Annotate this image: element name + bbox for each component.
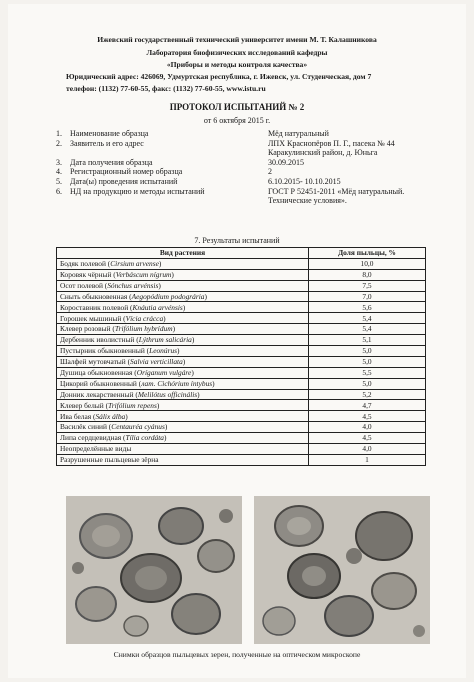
info-row <box>56 196 456 206</box>
plant-name: Пустырник обыкновенный <box>60 346 145 356</box>
plant-cell <box>57 444 309 455</box>
column-header-plant: Вид растения <box>57 248 309 259</box>
info-value: ГОСТ Р 52451-2011 «Мёд натуральный. <box>268 186 405 196</box>
pollen-share: 4,0 <box>309 444 426 455</box>
pollen-share: 7,0 <box>309 291 426 302</box>
table-body <box>57 258 426 465</box>
plant-name: Коровяк чёрный <box>60 269 112 279</box>
pollen-share: 7,5 <box>309 280 426 291</box>
table-row <box>57 302 426 313</box>
plant-name: Душица обыкновенная <box>60 367 133 377</box>
plant-latin-name: Tília cordáta <box>125 433 164 443</box>
plant-name: Сныть обыкновенная <box>60 291 128 301</box>
pollen-share: 8,0 <box>309 269 426 280</box>
plant-name: Горошек мышиный <box>60 313 122 323</box>
info-number: 2. <box>56 138 62 148</box>
table-row <box>57 335 426 346</box>
info-number: 6. <box>56 186 62 196</box>
info-value: 2 <box>268 167 272 177</box>
info-label: Дата(ы) проведения испытаний <box>70 176 178 186</box>
micrograph-caption: Снимки образцов пыльцевых зерен, полученные на оптическом микроскопе <box>113 650 361 659</box>
pollen-share: 4,7 <box>309 400 426 411</box>
plant-name: Ива белая <box>60 411 92 421</box>
pollen-share: 5,2 <box>309 389 426 400</box>
table-row <box>57 433 426 444</box>
info-value: ЛПХ Краснопёров П. Г., пасека № 44 <box>268 138 395 148</box>
table-row <box>57 389 426 400</box>
plant-latin-name: Trifólium hybrídum <box>114 324 173 334</box>
table-row <box>57 269 426 280</box>
pollen-share: 5,0 <box>309 378 426 389</box>
header-address: Юридический адрес: 426069, Удмуртская республика, г. Ижевск, ул. Студенческая, дом 7 <box>66 72 372 81</box>
pollen-share: 5,4 <box>309 324 426 335</box>
table-row <box>57 258 426 269</box>
table-row <box>57 454 426 465</box>
info-row <box>56 148 456 158</box>
header-university: Ижевский государственный технический университет имени М. Т. Калашникова <box>97 35 377 44</box>
table-row <box>57 346 426 357</box>
pollen-share: 10,0 <box>309 258 426 269</box>
plant-name: Неопределённые виды <box>60 444 132 454</box>
plant-latin-name: Knáutia arvénsis <box>132 302 183 312</box>
pollen-micrograph-image-right <box>254 496 430 644</box>
plant-cell: Пустырник обыкновенный (Leonúrus) <box>57 346 309 357</box>
plant-cell <box>57 454 309 465</box>
table-row <box>57 400 426 411</box>
info-row <box>56 187 456 197</box>
table-row <box>57 291 426 302</box>
pollen-share: 4,0 <box>309 422 426 433</box>
protocol-title: ПРОТОКОЛ ИСПЫТАНИЙ № 2 <box>169 102 305 112</box>
pollen-share: 4,5 <box>309 411 426 422</box>
plant-name: Разрушенные пыльцевые зёрна <box>60 455 159 465</box>
plant-cell: Горошек мышиный (Vícia crácca) <box>57 313 309 324</box>
plant-name: Осот полевой <box>60 280 103 290</box>
plant-cell: Душица обыкновенная (Oríganum vulgáre) <box>57 367 309 378</box>
info-row <box>56 139 456 149</box>
micrograph-left <box>66 496 242 644</box>
info-label: Наименование образца <box>70 129 149 138</box>
pollen-share: 5,0 <box>309 346 426 357</box>
plant-latin-name: Centauréa cyánus <box>111 422 165 432</box>
plant-latin-name: Salvia verticillata <box>130 357 183 367</box>
plant-name: Бодяк полевой <box>60 259 106 269</box>
protocol-date: от 6 октября 2015 г. <box>203 116 271 125</box>
plant-cell: Сныть обыкновенная (Aegopódium podográria) <box>57 291 309 302</box>
plant-cell: Донник лекарственный (Melilótus officinális) <box>57 389 309 400</box>
pollen-share: 5,5 <box>309 367 426 378</box>
info-value: Каракулинский район, д. Юньга <box>268 148 378 158</box>
info-value: Технические условия». <box>268 196 347 206</box>
info-number: 4. <box>56 167 62 177</box>
info-row <box>56 177 456 187</box>
plant-name: Донник лекарственный <box>60 389 134 399</box>
table-row <box>57 378 426 389</box>
table-row <box>57 280 426 291</box>
info-number: 3. <box>56 157 62 167</box>
table-row <box>57 324 426 335</box>
plant-cell: Липа сердцевидная (Tília cordáta) <box>57 433 309 444</box>
info-label: Заявитель и его адрес <box>70 138 144 148</box>
info-row <box>56 129 456 139</box>
column-header-share: Доля пыльцы, % <box>309 248 426 259</box>
info-number: 5. <box>56 176 62 186</box>
table-header-row <box>57 248 426 259</box>
info-value: 30.09.2015 <box>268 157 304 167</box>
table-row <box>57 367 426 378</box>
info-value: 6.10.2015- 10.10.2015 <box>268 176 341 186</box>
plant-latin-name: Vícia crácca <box>125 313 164 323</box>
header-laboratory: Лаборатория биофизических исследований кафедры <box>146 48 328 57</box>
pollen-share: 5,6 <box>309 302 426 313</box>
info-number: 1. <box>56 129 62 138</box>
plant-cell: Ива белая (Sálix álba) <box>57 411 309 422</box>
plant-latin-name: Leonúrus <box>149 346 178 356</box>
pollen-results-table <box>56 247 426 466</box>
plant-cell: Цикорий обыкновенный (лат. Cichórium íntybus) <box>57 378 309 389</box>
plant-cell: Бодяк полевой (Cirsium arvense) <box>57 258 309 269</box>
plant-latin-name: Verbáscum nígrum <box>115 269 172 279</box>
plant-name: Цикорий обыкновенный <box>60 378 137 388</box>
plant-cell: Осот полевой (Sónchus arvénsis) <box>57 280 309 291</box>
pollen-share: 1 <box>309 454 426 465</box>
micrograph-right <box>254 496 430 644</box>
table-row <box>57 313 426 324</box>
plant-latin-name: Sálix álba <box>95 411 126 421</box>
results-heading: 7. Результаты испытаний <box>194 236 280 245</box>
plant-name: Клевер розовый <box>60 324 111 334</box>
pollen-micrograph-image-left <box>66 496 242 644</box>
plant-cell: Коровяк чёрный (Verbáscum nígrum) <box>57 269 309 280</box>
plant-name: Липа сердцевидная <box>60 433 122 443</box>
plant-cell: Шалфей мутовчатый (Salvia verticillata) <box>57 356 309 367</box>
plant-latin-name: Melilótus officinális <box>137 389 198 399</box>
table-row <box>57 356 426 367</box>
plant-name: Василёк синий <box>60 422 107 432</box>
plant-latin-name: Oríganum vulgáre <box>136 367 192 377</box>
pollen-share: 5,4 <box>309 313 426 324</box>
plant-cell: Василёк синий (Centauréa cyánus) <box>57 422 309 433</box>
plant-latin-name: Sónchus arvénsis <box>107 280 159 290</box>
table-row <box>57 422 426 433</box>
plant-name: Дербенник иволистный <box>60 335 135 345</box>
plant-latin-name: лат. Cichórium íntybus <box>141 378 213 388</box>
pollen-share: 5,1 <box>309 335 426 346</box>
plant-cell: Короставник полевой (Knáutia arvénsis) <box>57 302 309 313</box>
info-label: Регистрационный номер образца <box>70 167 183 177</box>
plant-cell: Клевер белый (Trifólium repens) <box>57 400 309 411</box>
info-label: НД на продукцию и методы испытаний <box>70 186 205 196</box>
pollen-share: 5,0 <box>309 356 426 367</box>
table-row <box>57 411 426 422</box>
plant-name: Короставник полевой <box>60 302 129 312</box>
plant-cell: Дербенник иволистный (Lýthrum salicária) <box>57 335 309 346</box>
pollen-share: 4,5 <box>309 433 426 444</box>
plant-latin-name: Cirsium arvense <box>110 259 159 269</box>
protocol-page <box>8 4 466 678</box>
info-value: Мёд натуральный <box>268 129 329 138</box>
header-contacts: телефон: (1132) 77-60-55, факс: (1132) 77-60-55, www.istu.ru <box>66 84 266 93</box>
sample-info-list <box>56 129 456 206</box>
header-department: «Приборы и методы контроля качества» <box>166 60 308 69</box>
info-label: Дата получения образца <box>70 157 153 167</box>
plant-cell: Клевер розовый (Trifólium hybrídum) <box>57 324 309 335</box>
plant-latin-name: Lýthrum salicária <box>138 335 192 345</box>
table-row <box>57 444 426 455</box>
plant-name: Шалфей мутовчатый <box>60 357 126 367</box>
plant-latin-name: Aegopódium podográria <box>131 291 205 301</box>
plant-latin-name: Trifólium repens <box>108 400 157 410</box>
info-row <box>56 167 456 177</box>
plant-name: Клевер белый <box>60 400 104 410</box>
info-row <box>56 158 456 168</box>
